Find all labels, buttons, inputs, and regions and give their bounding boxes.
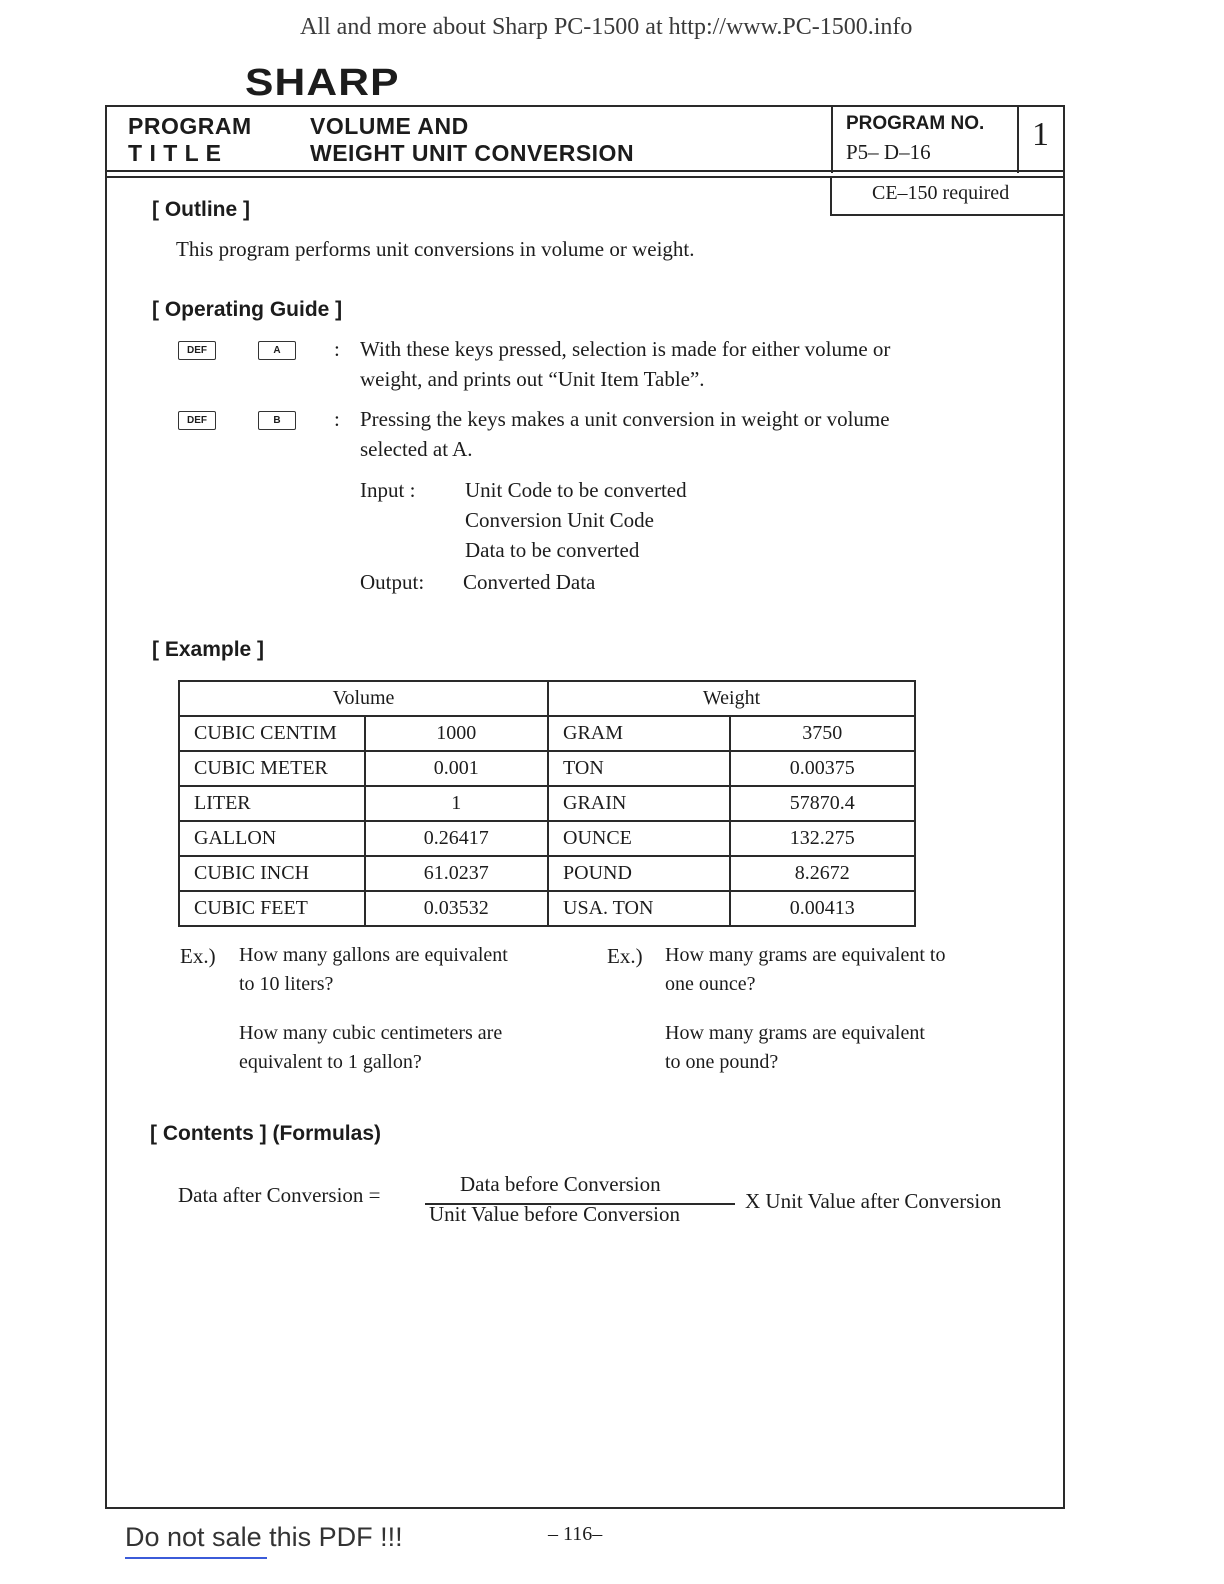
b-key: B <box>258 411 296 430</box>
weight-unit: POUND <box>548 856 730 891</box>
operating-guide-heading: [ Operating Guide ] <box>152 298 343 321</box>
weight-unit: USA. TON <box>548 891 730 926</box>
volume-unit: LITER <box>179 786 365 821</box>
volume-value: 1000 <box>365 716 548 751</box>
volume-value: 0.03532 <box>365 891 548 926</box>
table-row <box>179 856 915 891</box>
guide-b-line2: selected at A. <box>360 437 473 461</box>
page-indicator: 1 <box>1032 116 1049 153</box>
volume-unit: GALLON <box>179 821 365 856</box>
example-heading: [ Example ] <box>152 638 265 661</box>
page-number: – 116– <box>548 1523 603 1545</box>
weight-value: 0.00413 <box>730 891 915 926</box>
def-key: DEF <box>178 411 216 430</box>
guide-colon: : <box>334 407 340 431</box>
guide-a-line2: weight, and prints out “Unit Item Table”. <box>360 367 705 391</box>
top-banner: All and more about Sharp PC-1500 at http://www.PC-1500.info <box>300 14 913 40</box>
input-item: Conversion Unit Code <box>465 508 654 532</box>
program-title-line1: VOLUME AND <box>310 113 469 139</box>
example-left-label: Ex.) <box>180 944 216 968</box>
example-left-q2-line1: How many cubic centimeters are <box>239 1022 503 1044</box>
volume-value: 0.26417 <box>365 821 548 856</box>
weight-value: 57870.4 <box>730 786 915 821</box>
example-left-q1-line2: to 10 liters? <box>239 973 334 995</box>
weight-value: 132.275 <box>730 821 915 856</box>
unit-table <box>178 680 916 927</box>
formula-lhs: Data after Conversion = <box>178 1183 381 1207</box>
example-left-q1-line1: How many gallons are equivalent <box>239 944 508 966</box>
output-label: Output: <box>360 570 425 594</box>
guide-colon: : <box>334 337 340 361</box>
weight-value: 0.00375 <box>730 751 915 786</box>
table-header-volume: Volume <box>179 681 548 716</box>
footer-notice-underline <box>125 1557 267 1559</box>
volume-unit: CUBIC FEET <box>179 891 365 926</box>
table-row <box>179 891 915 926</box>
output-value: Converted Data <box>463 570 596 594</box>
formula-rhs: X Unit Value after Conversion <box>745 1189 1002 1213</box>
volume-unit: CUBIC INCH <box>179 856 365 891</box>
weight-value: 3750 <box>730 716 915 751</box>
program-title-line2: WEIGHT UNIT CONVERSION <box>310 140 635 166</box>
weight-unit: TON <box>548 751 730 786</box>
header-divider-vertical-1 <box>831 105 833 173</box>
table-header-row <box>179 681 915 716</box>
example-right-q1-line2: one ounce? <box>665 973 756 995</box>
table-row <box>179 821 915 856</box>
volume-unit: CUBIC METER <box>179 751 365 786</box>
program-no-label: PROGRAM NO. <box>846 113 985 134</box>
guide-b-line1: Pressing the keys makes a unit conversion in weight or volume <box>360 407 890 431</box>
a-key: A <box>258 341 296 360</box>
brand-logo: SHARP <box>245 62 400 104</box>
header-divider-top <box>105 170 1065 172</box>
table-row <box>179 751 915 786</box>
def-key: DEF <box>178 341 216 360</box>
input-item: Data to be converted <box>465 538 640 562</box>
header-label-line2: T I T L E <box>128 140 222 166</box>
footer-notice[interactable]: Do not sale this PDF !!! <box>125 1522 403 1552</box>
weight-value: 8.2672 <box>730 856 915 891</box>
weight-unit: GRAIN <box>548 786 730 821</box>
outline-text: This program performs unit conversions in volume or weight. <box>176 237 695 261</box>
table-header-weight: Weight <box>548 681 915 716</box>
guide-a-line1: With these keys pressed, selection is made for either volume or <box>360 337 891 361</box>
program-no: P5– D–16 <box>846 140 931 164</box>
example-right-q2-line1: How many grams are equivalent <box>665 1022 925 1044</box>
volume-unit: CUBIC CENTIM <box>179 716 365 751</box>
volume-value: 61.0237 <box>365 856 548 891</box>
formula-denominator: Unit Value before Conversion <box>429 1202 680 1226</box>
header-label-line1: PROGRAM <box>128 113 252 139</box>
header-divider-vertical-2 <box>1017 105 1019 173</box>
requirement-text: CE–150 required <box>872 182 1010 204</box>
example-left-q2-line2: equivalent to 1 gallon? <box>239 1051 422 1073</box>
example-right-q2-line2: to one pound? <box>665 1051 779 1073</box>
table-row <box>179 716 915 751</box>
input-item: Unit Code to be converted <box>465 478 687 502</box>
input-label: Input : <box>360 478 416 502</box>
example-right-q1-line1: How many grams are equivalent to <box>665 944 946 966</box>
weight-unit: GRAM <box>548 716 730 751</box>
example-right-label: Ex.) <box>607 944 643 968</box>
volume-value: 0.001 <box>365 751 548 786</box>
volume-value: 1 <box>365 786 548 821</box>
outline-heading: [ Outline ] <box>152 198 250 221</box>
contents-heading: [ Contents ] (Formulas) <box>150 1122 381 1145</box>
table-row <box>179 786 915 821</box>
formula-numerator: Data before Conversion <box>460 1172 661 1196</box>
weight-unit: OUNCE <box>548 821 730 856</box>
